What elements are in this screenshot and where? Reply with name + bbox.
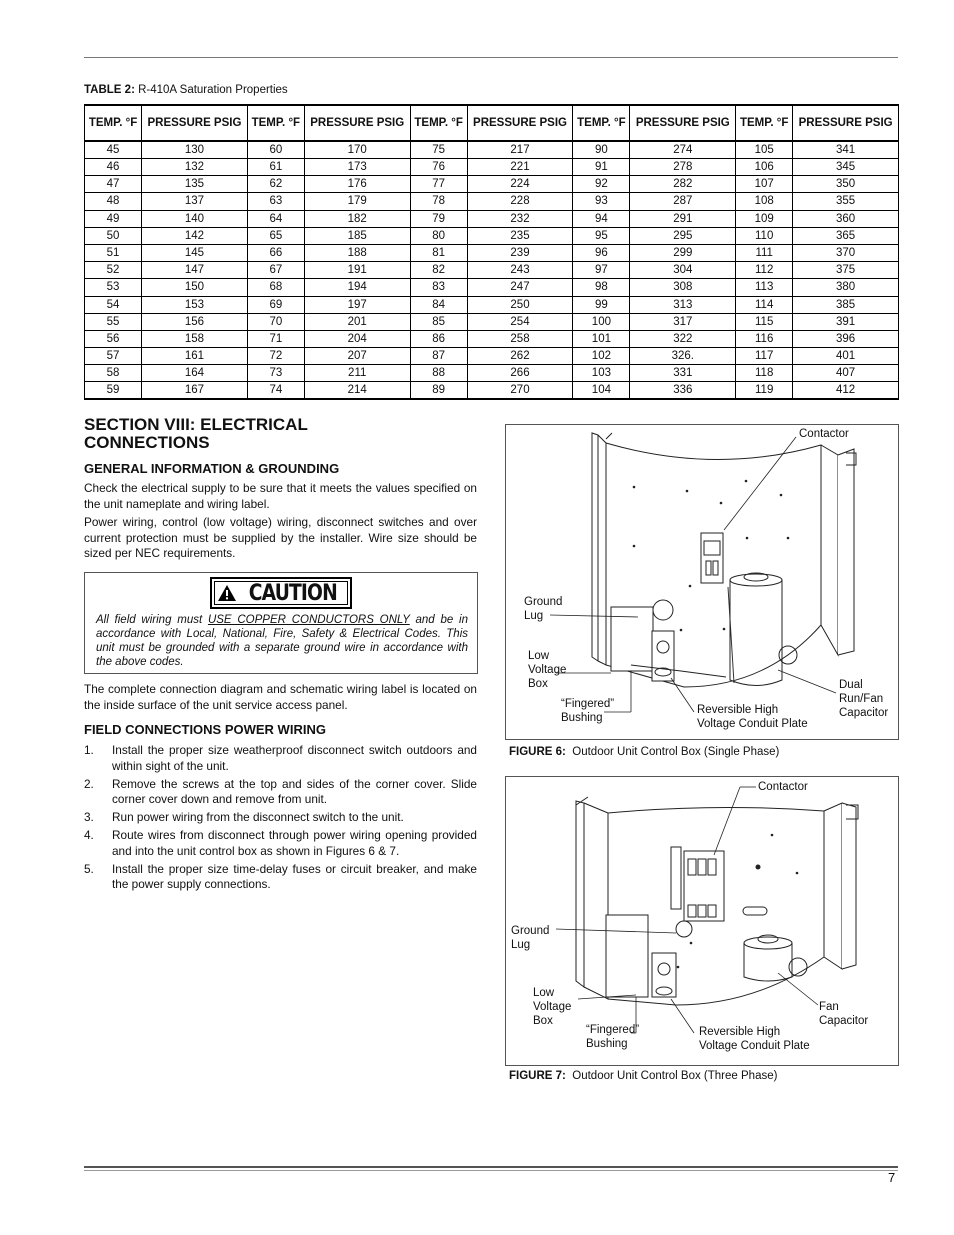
table-cell: 55 bbox=[85, 313, 142, 330]
table-cell: 105 bbox=[736, 141, 793, 159]
figure-6-caption: FIGURE 6: Outdoor Unit Control Box (Single Phase) bbox=[509, 746, 780, 758]
table-header-cell: TEMP. °F bbox=[85, 105, 142, 141]
table-cell: 108 bbox=[736, 193, 793, 210]
table-cell: 117 bbox=[736, 348, 793, 365]
figure-7-contactor-label: Contactor bbox=[758, 781, 808, 793]
table-cell: 214 bbox=[304, 382, 410, 400]
table-cell: 173 bbox=[304, 159, 410, 176]
figure-7-low-voltage-box-label: Low Voltage Box bbox=[533, 987, 572, 1027]
table-cell: 110 bbox=[736, 227, 793, 244]
table-cell: 270 bbox=[467, 382, 573, 400]
table-cell: 101 bbox=[573, 330, 630, 347]
step-text: Remove the screws at the top and sides of the corner cover. Slide corner cover down and remove from unit. bbox=[112, 776, 477, 806]
table-header-cell: TEMP. °F bbox=[247, 105, 304, 141]
table-cell: 158 bbox=[142, 330, 248, 347]
table-cell: 380 bbox=[793, 279, 899, 296]
table-cell: 67 bbox=[247, 262, 304, 279]
table-cell: 291 bbox=[630, 210, 736, 227]
step-item bbox=[84, 777, 477, 808]
table-cell: 79 bbox=[410, 210, 467, 227]
table-cell: 53 bbox=[85, 279, 142, 296]
table-cell: 80 bbox=[410, 227, 467, 244]
table-cell: 164 bbox=[142, 365, 248, 382]
table-cell: 100 bbox=[573, 313, 630, 330]
table-cell: 73 bbox=[247, 365, 304, 382]
table-cell: 48 bbox=[85, 193, 142, 210]
table-cell: 115 bbox=[736, 313, 793, 330]
table-cell: 221 bbox=[467, 159, 573, 176]
table-cell: 304 bbox=[630, 262, 736, 279]
table-cell: 88 bbox=[410, 365, 467, 382]
table-cell: 104 bbox=[573, 382, 630, 400]
footer-rule-thin bbox=[84, 1170, 898, 1171]
step-text: Install the proper size time-delay fuses or circuit breaker, and make the power supply connections. bbox=[112, 861, 477, 891]
table-cell: 185 bbox=[304, 227, 410, 244]
step-number: 4. bbox=[84, 828, 94, 842]
saturation-table bbox=[84, 104, 899, 400]
table-cell: 94 bbox=[573, 210, 630, 227]
table-cell: 345 bbox=[793, 159, 899, 176]
table-cell: 317 bbox=[630, 313, 736, 330]
table-cell: 72 bbox=[247, 348, 304, 365]
table-header-cell: TEMP. °F bbox=[736, 105, 793, 141]
table-row bbox=[85, 313, 899, 330]
table-cell: 287 bbox=[630, 193, 736, 210]
table-header-cell: PRESSURE PSIG bbox=[467, 105, 573, 141]
table-cell: 137 bbox=[142, 193, 248, 210]
table-body bbox=[85, 141, 899, 399]
table-cell: 153 bbox=[142, 296, 248, 313]
table-cell: 299 bbox=[630, 244, 736, 261]
table-cell: 407 bbox=[793, 365, 899, 382]
table-header-cell: PRESSURE PSIG bbox=[142, 105, 248, 141]
table-cell: 97 bbox=[573, 262, 630, 279]
general-paragraph-2: Power wiring, control (low voltage) wiring, disconnect switches and over current protection must be supplied by the installer. Wire size should be sized per NEC requirements. bbox=[84, 515, 477, 560]
figure-7-conduit-plate-label: Reversible High Voltage Conduit Plate bbox=[699, 1026, 810, 1052]
table-cell: 140 bbox=[142, 210, 248, 227]
table-cell: 355 bbox=[793, 193, 899, 210]
table-cell: 109 bbox=[736, 210, 793, 227]
step-number: 2. bbox=[84, 776, 94, 791]
step-item bbox=[84, 862, 477, 893]
table-cell: 63 bbox=[247, 193, 304, 210]
table-cell: 258 bbox=[467, 330, 573, 347]
table-cell: 194 bbox=[304, 279, 410, 296]
table-cell: 68 bbox=[247, 279, 304, 296]
table-cell: 385 bbox=[793, 296, 899, 313]
table-row bbox=[85, 262, 899, 279]
table-cell: 87 bbox=[410, 348, 467, 365]
table-cell: 360 bbox=[793, 210, 899, 227]
table-cell: 295 bbox=[630, 227, 736, 244]
table-cell: 99 bbox=[573, 296, 630, 313]
table-header-cell: PRESSURE PSIG bbox=[793, 105, 899, 141]
figure-6-box bbox=[505, 424, 899, 740]
table-cell: 250 bbox=[467, 296, 573, 313]
figure-6-conduit-plate-label: Reversible High Voltage Conduit Plate bbox=[697, 704, 808, 730]
table-header-row bbox=[85, 105, 899, 141]
table-cell: 90 bbox=[573, 141, 630, 159]
table-cell: 232 bbox=[467, 210, 573, 227]
step-text: Run power wiring from the disconnect switch to the unit. bbox=[112, 810, 404, 824]
table-cell: 46 bbox=[85, 159, 142, 176]
table-cell: 77 bbox=[410, 176, 467, 193]
field-heading: FIELD CONNECTIONS POWER WIRING bbox=[84, 722, 326, 737]
table-cell: 266 bbox=[467, 365, 573, 382]
caution-text: All field wiring must USE COPPER CONDUCTORS ONLY and be in accordance with Local, National, Fire, Safety & Electrical Codes. This unit must be grounded with a separate ground wire in accordance with the above codes. bbox=[96, 614, 468, 668]
table-cell: 322 bbox=[630, 330, 736, 347]
page-number: 7 bbox=[888, 1170, 896, 1185]
table-cell: 61 bbox=[247, 159, 304, 176]
table-row bbox=[85, 348, 899, 365]
table-cell: 107 bbox=[736, 176, 793, 193]
table-cell: 51 bbox=[85, 244, 142, 261]
table-cell: 130 bbox=[142, 141, 248, 159]
figure-7-caption: FIGURE 7: Outdoor Unit Control Box (Three Phase) bbox=[509, 1070, 778, 1082]
figure-7-capacitor-label: Fan Capacitor bbox=[819, 1001, 869, 1027]
table-row bbox=[85, 193, 899, 210]
table-cell: 56 bbox=[85, 330, 142, 347]
table-cell: 391 bbox=[793, 313, 899, 330]
footer-rule bbox=[84, 1166, 898, 1168]
table-cell: 262 bbox=[467, 348, 573, 365]
table-cell: 114 bbox=[736, 296, 793, 313]
table-cell: 85 bbox=[410, 313, 467, 330]
table-cell: 60 bbox=[247, 141, 304, 159]
figure-7-box bbox=[505, 776, 899, 1066]
table-cell: 239 bbox=[467, 244, 573, 261]
table-cell: 375 bbox=[793, 262, 899, 279]
step-number: 1. bbox=[84, 743, 94, 757]
table-caption: TABLE 2: R-410A Saturation Properties bbox=[84, 84, 288, 96]
table-row bbox=[85, 176, 899, 193]
table-cell: 278 bbox=[630, 159, 736, 176]
table-cell: 396 bbox=[793, 330, 899, 347]
warning-triangle-icon bbox=[217, 584, 237, 602]
table-row bbox=[85, 382, 899, 400]
figure-7-ground-lug-label: Ground Lug bbox=[511, 925, 550, 951]
table-cell: 54 bbox=[85, 296, 142, 313]
figure-6-low-voltage-box-label: Low Voltage Box bbox=[528, 650, 567, 690]
step-item bbox=[84, 743, 477, 774]
table-cell: 74 bbox=[247, 382, 304, 400]
table-cell: 170 bbox=[304, 141, 410, 159]
table-cell: 182 bbox=[304, 210, 410, 227]
table-cell: 179 bbox=[304, 193, 410, 210]
table-cell: 45 bbox=[85, 141, 142, 159]
table-cell: 282 bbox=[630, 176, 736, 193]
table-cell: 313 bbox=[630, 296, 736, 313]
table-cell: 106 bbox=[736, 159, 793, 176]
table-cell: 47 bbox=[85, 176, 142, 193]
table-cell: 58 bbox=[85, 365, 142, 382]
table-cell: 197 bbox=[304, 296, 410, 313]
table-row bbox=[85, 279, 899, 296]
caution-badge bbox=[210, 577, 352, 609]
figure-7-fingered-bushing-label: “Fingered” Bushing bbox=[586, 1024, 640, 1050]
caution-box bbox=[84, 572, 478, 674]
table-cell: 217 bbox=[467, 141, 573, 159]
table-cell: 204 bbox=[304, 330, 410, 347]
figure-6-fingered-bushing-label: “Fingered” Bushing bbox=[561, 698, 615, 724]
table-cell: 76 bbox=[410, 159, 467, 176]
table-cell: 224 bbox=[467, 176, 573, 193]
table-row bbox=[85, 330, 899, 347]
table-cell: 113 bbox=[736, 279, 793, 296]
table-cell: 86 bbox=[410, 330, 467, 347]
table-cell: 308 bbox=[630, 279, 736, 296]
table-header-cell: PRESSURE PSIG bbox=[304, 105, 410, 141]
copper-conductors-text: USE COPPER CONDUCTORS ONLY bbox=[207, 614, 410, 626]
table-cell: 207 bbox=[304, 348, 410, 365]
step-number: 3. bbox=[84, 810, 94, 824]
table-cell: 191 bbox=[304, 262, 410, 279]
table-cell: 350 bbox=[793, 176, 899, 193]
table-cell: 211 bbox=[304, 365, 410, 382]
table-row bbox=[85, 365, 899, 382]
table-cell: 147 bbox=[142, 262, 248, 279]
table-header-cell: TEMP. °F bbox=[573, 105, 630, 141]
table-cell: 78 bbox=[410, 193, 467, 210]
table-cell: 75 bbox=[410, 141, 467, 159]
table-cell: 112 bbox=[736, 262, 793, 279]
table-cell: 150 bbox=[142, 279, 248, 296]
table-cell: 145 bbox=[142, 244, 248, 261]
table-cell: 132 bbox=[142, 159, 248, 176]
table-header-cell: TEMP. °F bbox=[410, 105, 467, 141]
step-number: 5. bbox=[84, 861, 94, 876]
table-cell: 65 bbox=[247, 227, 304, 244]
table-cell: 135 bbox=[142, 176, 248, 193]
table-cell: 95 bbox=[573, 227, 630, 244]
table-cell: 49 bbox=[85, 210, 142, 227]
table-row bbox=[85, 227, 899, 244]
table-cell: 228 bbox=[467, 193, 573, 210]
table-cell: 102 bbox=[573, 348, 630, 365]
table-cell: 89 bbox=[410, 382, 467, 400]
table-cell: 91 bbox=[573, 159, 630, 176]
table-cell: 83 bbox=[410, 279, 467, 296]
diagram-paragraph: The complete connection diagram and schematic wiring label is located on the inside surface of the unit service access panel. bbox=[84, 682, 477, 712]
table-cell: 161 bbox=[142, 348, 248, 365]
table-cell: 412 bbox=[793, 382, 899, 400]
caution-word: CAUTION bbox=[248, 580, 338, 606]
table-cell: 64 bbox=[247, 210, 304, 227]
table-cell: 336 bbox=[630, 382, 736, 400]
table-cell: 50 bbox=[85, 227, 142, 244]
step-item bbox=[84, 828, 477, 859]
table-cell: 81 bbox=[410, 244, 467, 261]
table-cell: 84 bbox=[410, 296, 467, 313]
table-cell: 82 bbox=[410, 262, 467, 279]
table-cell: 119 bbox=[736, 382, 793, 400]
step-text: Route wires from disconnect through power wiring opening provided and into the unit control box as shown in Figures 6 & 7. bbox=[112, 828, 477, 858]
top-rule bbox=[84, 57, 898, 58]
table-cell: 167 bbox=[142, 382, 248, 400]
section-title: SECTION VIII: ELECTRICAL CONNECTIONS bbox=[84, 415, 308, 452]
step-item bbox=[84, 810, 477, 826]
table-cell: 235 bbox=[467, 227, 573, 244]
table-cell: 98 bbox=[573, 279, 630, 296]
table-row bbox=[85, 244, 899, 261]
table-cell: 365 bbox=[793, 227, 899, 244]
field-steps-list bbox=[84, 743, 477, 895]
table-cell: 70 bbox=[247, 313, 304, 330]
table-cell: 118 bbox=[736, 365, 793, 382]
table-cell: 92 bbox=[573, 176, 630, 193]
table-cell: 62 bbox=[247, 176, 304, 193]
figure-6-ground-lug-label: Ground Lug bbox=[524, 596, 563, 622]
table-cell: 66 bbox=[247, 244, 304, 261]
table-cell: 93 bbox=[573, 193, 630, 210]
table-header-cell: PRESSURE PSIG bbox=[630, 105, 736, 141]
table-cell: 370 bbox=[793, 244, 899, 261]
general-heading: GENERAL INFORMATION & GROUNDING bbox=[84, 461, 340, 476]
table-cell: 96 bbox=[573, 244, 630, 261]
table-row bbox=[85, 141, 899, 159]
table-cell: 57 bbox=[85, 348, 142, 365]
table-cell: 401 bbox=[793, 348, 899, 365]
table-row bbox=[85, 210, 899, 227]
table-cell: 52 bbox=[85, 262, 142, 279]
table-cell: 59 bbox=[85, 382, 142, 400]
table-cell: 71 bbox=[247, 330, 304, 347]
general-paragraph-1: Check the electrical supply to be sure that it meets the values specified on the unit nameplate and wiring label. bbox=[84, 481, 477, 511]
table-cell: 156 bbox=[142, 313, 248, 330]
table-row bbox=[85, 296, 899, 313]
table-cell: 331 bbox=[630, 365, 736, 382]
table-cell: 201 bbox=[304, 313, 410, 330]
table-cell: 111 bbox=[736, 244, 793, 261]
figure-6-contactor-label: Contactor bbox=[799, 428, 849, 440]
table-cell: 188 bbox=[304, 244, 410, 261]
step-text: Install the proper size weatherproof disconnect switch outdoors and within sight of the unit. bbox=[112, 743, 477, 773]
table-cell: 69 bbox=[247, 296, 304, 313]
table-cell: 254 bbox=[467, 313, 573, 330]
table-row bbox=[85, 159, 899, 176]
table-cell: 341 bbox=[793, 141, 899, 159]
table-cell: 274 bbox=[630, 141, 736, 159]
table-cell: 103 bbox=[573, 365, 630, 382]
table-cell: 247 bbox=[467, 279, 573, 296]
figure-6-capacitor-label: Dual Run/Fan Capacitor bbox=[839, 679, 889, 719]
table-cell: 176 bbox=[304, 176, 410, 193]
table-cell: 142 bbox=[142, 227, 248, 244]
table-cell: 243 bbox=[467, 262, 573, 279]
table-cell: 116 bbox=[736, 330, 793, 347]
table-cell: 326. bbox=[630, 348, 736, 365]
